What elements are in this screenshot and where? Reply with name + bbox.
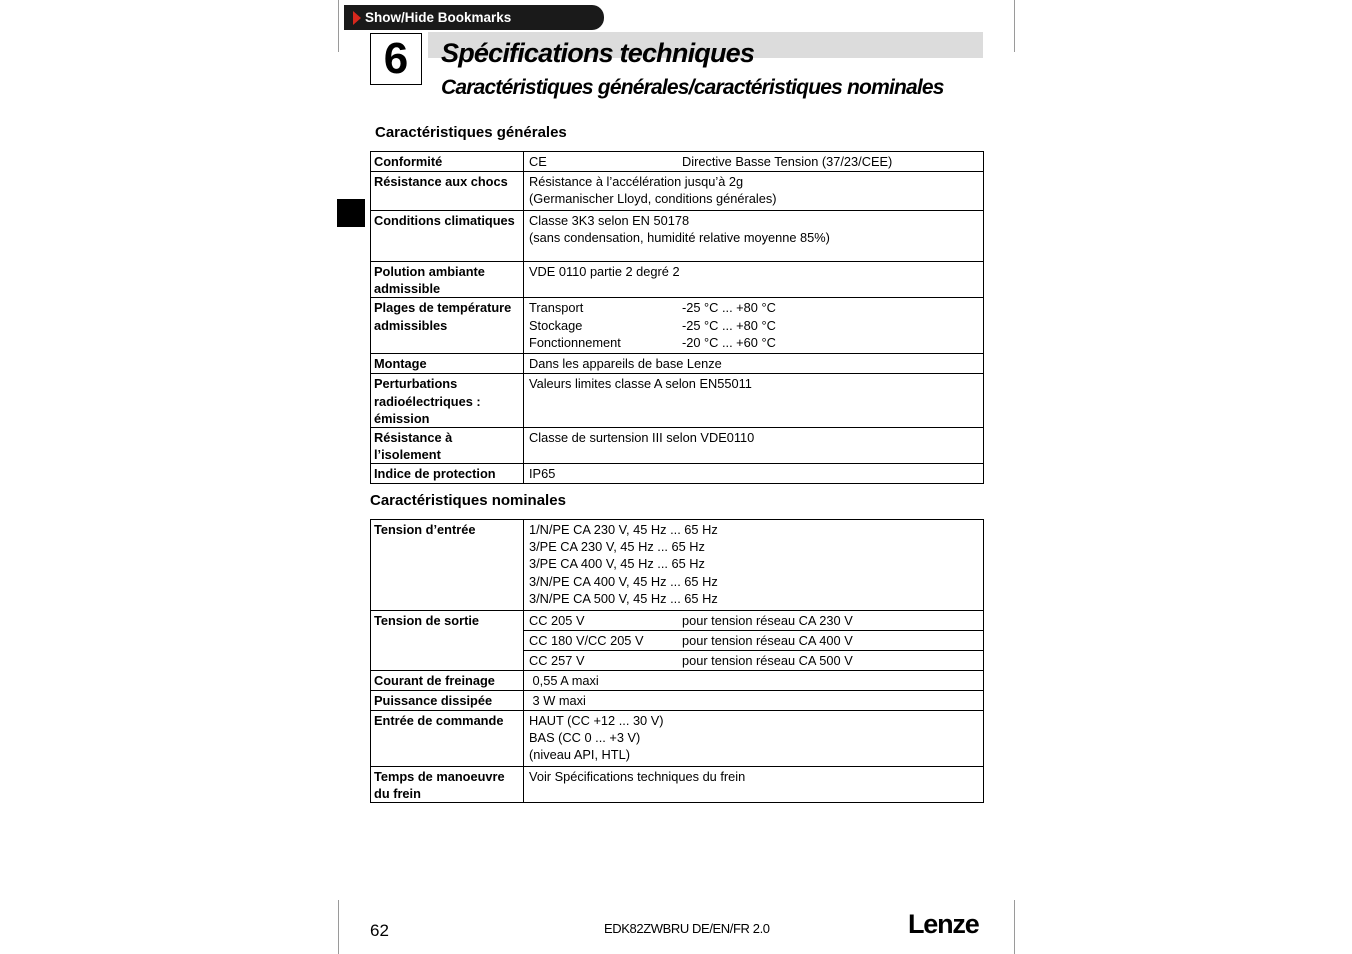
spec-value-col1: CC 205 V <box>529 613 585 628</box>
spec-row <box>371 298 984 354</box>
spec-value <box>524 428 984 464</box>
spec-value-line: 1/N/PE CA 230 V, 45 Hz ... 65 Hz <box>529 522 718 537</box>
spec-value-col1: Stockage <box>529 317 583 333</box>
spec-value-line: 3 W maxi <box>529 693 586 708</box>
spec-row <box>371 152 984 172</box>
spec-value-col1: CE <box>529 154 547 169</box>
bookmarks-button-label: Show/Hide Bookmarks <box>365 10 512 25</box>
spec-row <box>371 172 984 211</box>
spec-label: Temps de manoeuvre du frein <box>371 767 524 803</box>
spec-row <box>371 767 984 803</box>
spec-value <box>524 691 984 711</box>
spec-value-line: Valeurs limites classe A selon EN55011 <box>529 376 752 392</box>
spec-value <box>524 711 984 767</box>
spec-value-line: Dans les appareils de base Lenze <box>529 356 722 372</box>
spec-value-line: (sans condensation, humidité relative moyenne 85%) <box>529 230 830 246</box>
page-border-left-bottom <box>338 900 339 954</box>
spec-label: Conformité <box>371 152 524 172</box>
spec-label: Plages de température admissibles <box>371 298 524 354</box>
spec-value <box>524 464 984 484</box>
chapter-number: 6 <box>383 34 409 83</box>
spec-label: Tension d’entrée <box>371 520 524 611</box>
spec-value-col2: -25 °C ... +80 °C <box>682 300 776 316</box>
spec-value <box>524 631 984 651</box>
spec-value <box>524 611 984 631</box>
spec-label: Montage <box>371 354 524 374</box>
spec-value-col2: pour tension réseau CA 230 V <box>682 613 853 628</box>
spec-row <box>371 374 984 428</box>
spec-value-line: (niveau API, HTL) <box>529 747 630 763</box>
show-hide-bookmarks-button[interactable] <box>344 5 604 30</box>
general-section-heading: Caractéristiques générales <box>375 124 567 141</box>
page-border-left-top <box>338 0 339 52</box>
spec-label: Puissance dissipée <box>371 691 524 711</box>
spec-label: Résistance à l’isolement <box>371 428 524 464</box>
lenze-logo: Lenze <box>908 909 979 939</box>
spec-label: Tension de sortie <box>371 611 524 671</box>
general-spec-table <box>370 151 984 484</box>
spec-value-line: Résistance à l’accélération jusqu’à 2g <box>529 174 744 189</box>
spec-value <box>524 172 984 211</box>
spec-row <box>371 464 984 484</box>
spec-row <box>371 211 984 262</box>
spec-row <box>371 520 984 611</box>
spec-value-line <box>529 153 978 170</box>
spec-value-line: VDE 0110 partie 2 degré 2 <box>529 264 680 279</box>
spec-label: Entrée de commande <box>371 711 524 767</box>
spec-label: Indice de protection <box>371 464 524 484</box>
page-border-right-bottom <box>1014 900 1015 954</box>
spec-value-line: 3/N/PE CA 400 V, 45 Hz ... 65 Hz <box>529 573 718 589</box>
spec-value <box>524 262 984 298</box>
spec-row <box>371 691 984 711</box>
spec-value-col2: pour tension réseau CA 400 V <box>682 633 853 648</box>
page-title: Spécifications techniques <box>441 38 755 68</box>
spec-label: Polution ambiante admissible <box>371 262 524 298</box>
document-id: EDK82ZWBRU DE/EN/FR 2.0 <box>604 921 770 936</box>
chapter-number-box <box>370 33 422 85</box>
spec-value-line <box>529 652 978 669</box>
spec-value-line: Classe 3K3 selon EN 50178 <box>529 213 690 228</box>
spec-value <box>524 374 984 428</box>
spec-value-line: (Germanischer Lloyd, conditions générales) <box>529 191 777 207</box>
spec-value <box>524 298 984 354</box>
spec-value-col1: CC 257 V <box>529 653 585 668</box>
spec-value-col1: Fonctionnement <box>529 334 621 350</box>
spec-value-line <box>529 317 978 334</box>
spec-value <box>524 211 984 262</box>
spec-value-line: Voir Spécifications techniques du frein <box>529 769 746 784</box>
spec-value-line: IP65 <box>529 466 556 482</box>
spec-row <box>371 671 984 691</box>
nominal-section-heading: Caractéristiques nominales <box>370 492 566 509</box>
page-number: 62 <box>370 921 389 940</box>
spec-value-line: Classe de surtension III selon VDE0110 <box>529 430 755 446</box>
spec-row <box>371 262 984 298</box>
spec-value-line <box>529 612 978 629</box>
spec-value <box>524 767 984 803</box>
chapter-margin-marker <box>337 199 365 227</box>
spec-label: Conditions climatiques <box>371 211 524 262</box>
spec-value-line: 3/N/PE CA 500 V, 45 Hz ... 65 Hz <box>529 590 718 606</box>
page-border-right-top <box>1014 0 1015 52</box>
spec-value <box>524 152 984 172</box>
spec-value-col2: pour tension réseau CA 500 V <box>682 653 853 668</box>
spec-value <box>524 520 984 611</box>
spec-label: Courant de freinage <box>371 671 524 691</box>
spec-value <box>524 671 984 691</box>
spec-row <box>371 354 984 374</box>
nominal-spec-table <box>370 519 984 803</box>
spec-label: Perturbations radioélectriques : émission <box>371 374 524 428</box>
spec-row <box>371 611 984 631</box>
spec-value-line: 0,55 A maxi <box>529 673 599 688</box>
spec-value-col2: -20 °C ... +60 °C <box>682 334 776 350</box>
spec-value-line: 3/PE CA 230 V, 45 Hz ... 65 Hz <box>529 539 705 555</box>
spec-value-col1: CC 180 V/CC 205 V <box>529 633 644 648</box>
spec-value <box>524 354 984 374</box>
spec-row <box>371 711 984 767</box>
spec-row <box>371 428 984 464</box>
spec-value-col2: -25 °C ... +80 °C <box>682 317 776 333</box>
spec-value-col1: Transport <box>529 300 584 316</box>
page-subtitle: Caractéristiques générales/caractéristiques nominales <box>441 76 944 99</box>
spec-value-line: 3/PE CA 400 V, 45 Hz ... 65 Hz <box>529 556 705 572</box>
spec-value-line: BAS (CC 0 ... +3 V) <box>529 730 641 746</box>
spec-value-line <box>529 299 978 316</box>
spec-value-col2: Directive Basse Tension (37/23/CEE) <box>682 154 893 169</box>
spec-value-line <box>529 334 978 351</box>
spec-value <box>524 651 984 671</box>
spec-value-line: HAUT (CC +12 ... 30 V) <box>529 713 664 728</box>
spec-value-line <box>529 632 978 649</box>
triangle-right-icon <box>353 11 361 25</box>
spec-label: Résistance aux chocs <box>371 172 524 211</box>
